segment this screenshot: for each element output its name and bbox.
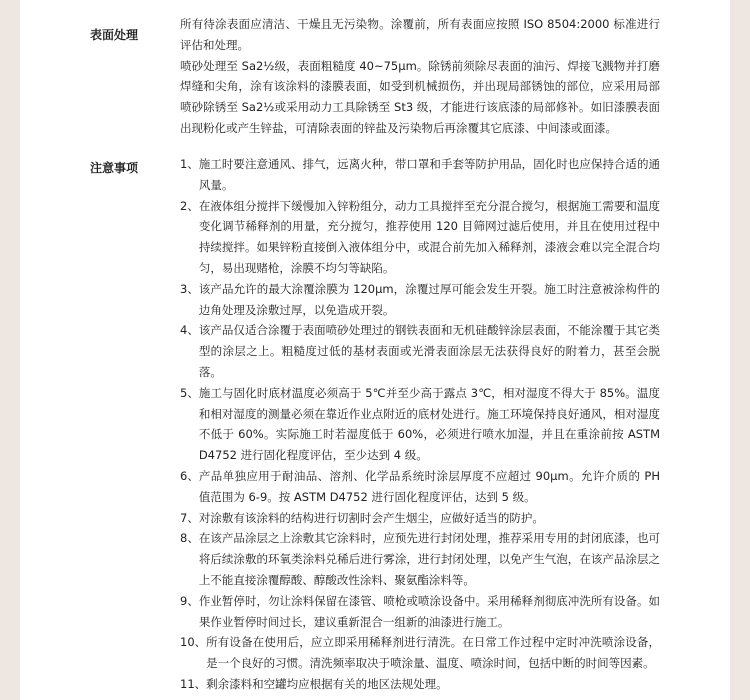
note-text: 该产品仅适合涂覆于表面喷砂处理过的钢铁表面和无机硅酸锌涂层表面，不能涂覆于其它类型的涂层之上。粗糙度过低的基材表面或光滑表面涂层无法获得良好的附着力，甚至会脱落。 xyxy=(198,323,660,379)
note-item xyxy=(180,196,660,279)
section-content-surface xyxy=(180,14,660,139)
note-item xyxy=(180,508,660,529)
note-number: 8、 xyxy=(180,531,199,546)
note-number: 1、 xyxy=(180,157,199,171)
note-item xyxy=(180,591,660,633)
document-page xyxy=(20,0,730,700)
surface-paragraph-1: 所有待涂表面应清洁、干燥且无污染物。涂覆前，所有表面应按照 ISO 8504:2000 标准进行评估和处理。 xyxy=(180,17,660,52)
note-item xyxy=(180,320,660,382)
note-item xyxy=(180,466,660,508)
note-text: 剩余漆料和空罐均应根据有关的地区法规处理。 xyxy=(206,676,448,691)
note-text: 施工时要注意通风、排气，远离火种，带口罩和手套等防护用品，固化时也应保持合适的通风量。 xyxy=(198,157,660,192)
note-number: 2、 xyxy=(180,198,199,213)
note-text: 对涂敷有该涂料的结构进行切割时会产生烟尘，应做好适当的防护。 xyxy=(198,510,544,525)
note-text: 施工与固化时底材温度必须高于 5℃并至少高于露点 3℃，相对湿度不得大于 85%。温度和相对湿度的测量必须在靠近作业点附近的底材处进行。施工环境保持良好通风，相对湿度不低于 60%。实际施工时若湿度低于 60%，必须进行喷水加湿，并且在重涂前按 ASTM D4752 进行固化程度评估，至少达到 4 级。 xyxy=(198,385,660,463)
note-text: 作业暂停时，勿让涂料保留在漆管、喷枪或喷涂设备中。采用稀释剂彻底冲洗所有设备。如果作业暂停时间过长，建议重新混合一组新的油漆进行施工。 xyxy=(198,593,660,629)
note-number: 10、 xyxy=(180,635,207,650)
note-item xyxy=(180,632,660,674)
surface-paragraph-2: 喷砂处理至 Sa2½级，表面粗糙度 40~75μm。除锈前须除尽表面的油污、焊接飞溅物并打磨焊缝和尖角，涂有该涂料的漆膜表面，如受到机械损伤，并出现局部锈蚀的部位，应采用局部喷砂除锈至 Sa2½或采用动力工具除锈至 St3 级，才能进行该底漆的局部修补。如旧漆膜表面出现粉化或产生锌盐，可清除表面的锌盐及污染物后再涂覆其它底漆、中间漆或面漆。 xyxy=(180,58,660,135)
note-text: 在该产品涂层之上涂敷其它涂料时，应预先进行封闭处理，推荐采用专用的封闭底漆，也可将后续涂敷的环氧类涂料兑稀后进行雾涂，进行封闭处理，以免产生气泡，在该产品涂层之上不能直接涂覆醇酸、醇酸改性涂料、聚氨酯涂料等。 xyxy=(198,531,660,587)
note-text: 所有设备在使用后，应立即采用稀释剂进行清洗。在日常工作过程中定时冲洗喷涂设备，是一个良好的习惯。清洗频率取决于喷涂量、温度、喷涂时间，包括中断的时间等因素。 xyxy=(206,635,660,671)
note-number: 5、 xyxy=(180,385,199,400)
note-number: 11、 xyxy=(180,676,207,691)
note-item xyxy=(180,383,660,466)
note-number: 4、 xyxy=(180,323,199,338)
note-number: 3、 xyxy=(180,281,199,296)
note-number: 7、 xyxy=(180,510,199,525)
note-item xyxy=(180,674,660,695)
note-text: 产品单独应用于耐油品、溶剂、化学品系统时涂层厚度不应超过 90μm。允许介质的 PH 值范围为 6-9。按 ASTM D4752 进行固化程度评估，达到 5 级。 xyxy=(198,468,660,504)
note-text: 在液体组分搅拌下缓慢加入锌粉组分，动力工具搅拌至充分混合搅匀，根据施工需要和温度变化调节稀释剂的用量，充分搅匀，推荐使用 120 目筛网过滤后使用，并且在使用过程中持续搅拌。如果锌粉直接倒入液体组分中，或混合前先加入稀释剂，漆液会难以完全混合均匀，易出现赌枪，涂膜不均匀等缺陷。 xyxy=(198,198,660,275)
note-text: 该产品允许的最大涂覆涂膜为 120μm，涂覆过厚可能会发生开裂。施工时注意被涂构件的边角处理及涂敷过厚，以免造成开裂。 xyxy=(198,281,660,317)
note-item xyxy=(180,279,660,321)
note-number: 9、 xyxy=(180,593,199,608)
section-content-notes xyxy=(180,154,660,695)
section-label-notes: 注意事项 xyxy=(90,161,139,175)
note-item xyxy=(180,528,660,590)
note-item xyxy=(180,154,660,196)
section-label-surface: 表面处理 xyxy=(90,28,139,42)
note-number: 6、 xyxy=(180,468,199,483)
